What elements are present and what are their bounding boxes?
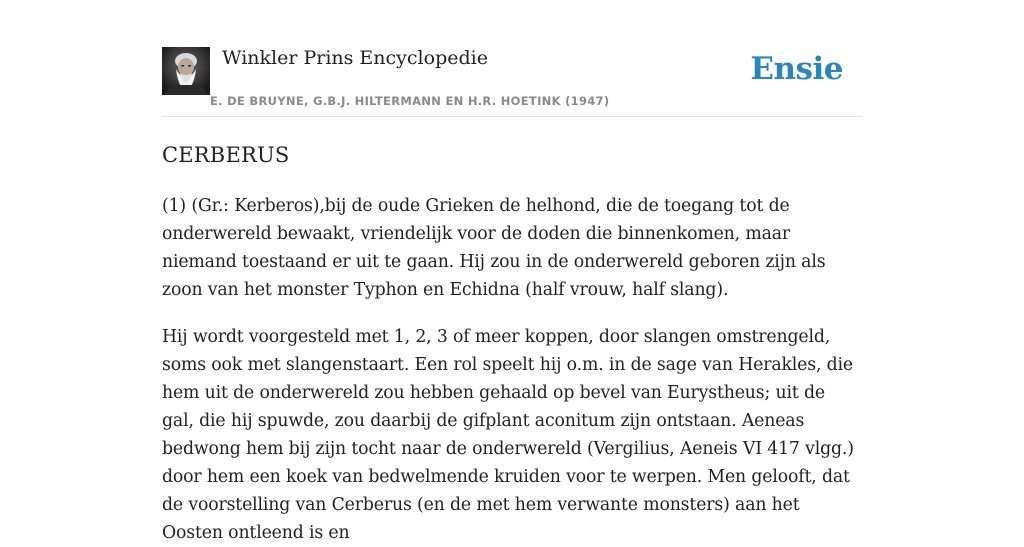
- source-header: [162, 44, 862, 117]
- article-paragraph: Hij wordt voorgesteld met 1, 2, 3 of meer koppen, door slangen omstrengeld, soms ook met slangenstaart. Een rol speelt hij o.m. in de sage van Herakles, die hem uit de onderwereld zou hebben gehaald op bevel van Eurystheus; uit de gal, die hij spuwde, zou daarbij de gifplant aconitum zijn ontstaan. Aeneas bedwong hem bij zijn tocht naar de onderwereld (Vergilius, Aeneis VI 417 vlgg.) door hem een koek van bedwelmende kruiden voor te werpen. Men gelooft, dat de voorstelling van Cerberus (en de met hem verwante monsters) aan het Oosten ontleend is en: [162, 327, 854, 543]
- authors-line: E. DE BRUYNE, G.B.J. HILTERMANN EN H.R. HOETINK (1947): [210, 94, 610, 108]
- avatar: [162, 47, 210, 95]
- article: [162, 140, 862, 547]
- ensie-logo-link[interactable]: Ensie: [750, 51, 843, 87]
- bearded-man-portrait-icon: [162, 47, 210, 95]
- source-title[interactable]: Winkler Prins Encyclopedie: [222, 47, 488, 69]
- article-headword: CERBERUS: [162, 143, 290, 167]
- article-paragraph: (1) (Gr.: Kerberos),bij de oude Grieken de helhond, die de toegang tot de onderwereld bewaakt, vriendelijk voor de doden die binnenkomen, maar niemand toestaand er uit te gaan. Hij zou in de onderwereld geboren zijn als zoon van het monster Typhon en Echidna (half vrouw, half slang).: [162, 196, 826, 300]
- article-body: [162, 192, 862, 547]
